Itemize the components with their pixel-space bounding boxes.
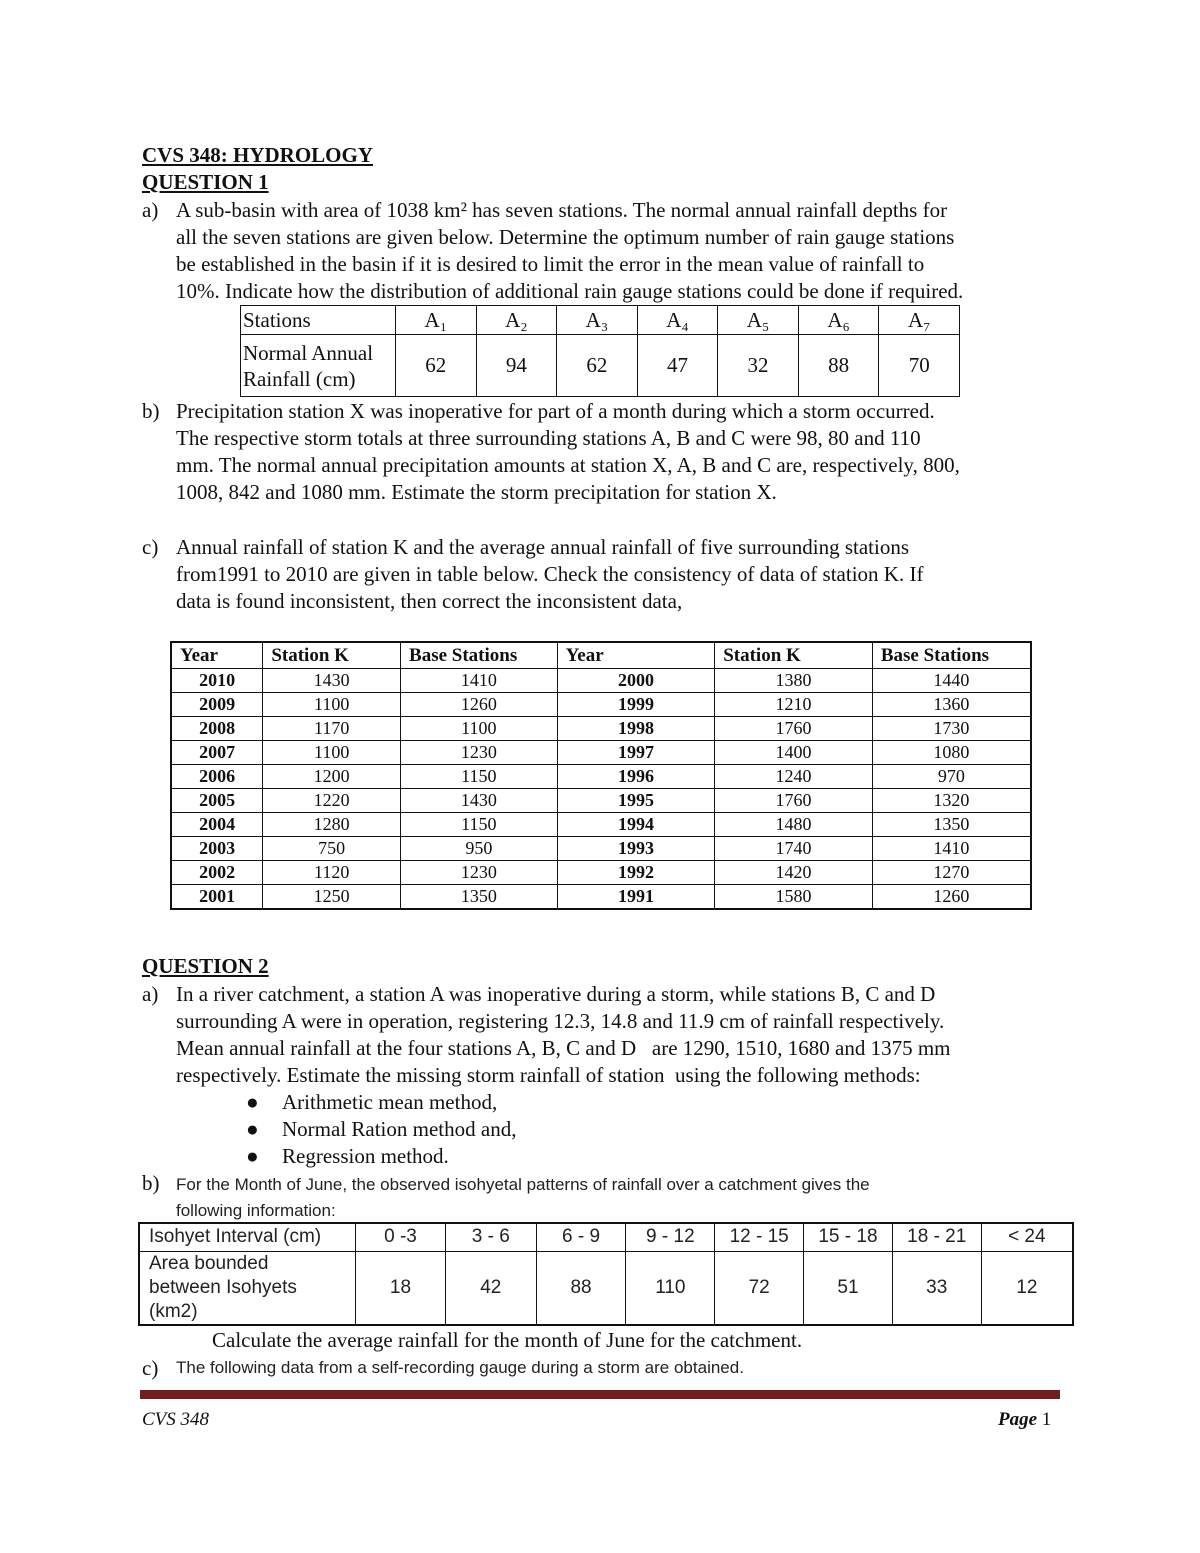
table-cell: 9 - 12 — [626, 1223, 715, 1251]
table-cell: 1410 — [401, 669, 558, 693]
table-cell: 2006 — [171, 765, 263, 789]
column-header: Base Stations — [872, 642, 1031, 669]
q2b-line: following information: — [176, 1201, 336, 1220]
table-cell: A₅ — [718, 306, 799, 335]
table-cell: 1730 — [872, 717, 1031, 741]
table-row — [171, 693, 1031, 717]
table-cell: 110 — [626, 1251, 715, 1325]
table-cell: 0 -3 — [356, 1223, 446, 1251]
q1c-line: data is found inconsistent, then correct the inconsistent data, — [176, 589, 683, 613]
table-cell: 2005 — [171, 789, 263, 813]
table-cell: 2009 — [171, 693, 263, 717]
q1b-line: 1008, 842 and 1080 mm. Estimate the storm precipitation for station X. — [176, 480, 777, 504]
question-2-heading: QUESTION 2 — [142, 954, 269, 978]
table-cell: A₃ — [557, 306, 638, 335]
table-cell: 32 — [718, 335, 799, 397]
table-cell: 2004 — [171, 813, 263, 837]
table-label-line: between Isohyets — [149, 1276, 297, 1298]
table-cell: 1320 — [872, 789, 1031, 813]
bullet-icon: ● — [246, 1144, 259, 1168]
table-cell: A₁ — [396, 306, 477, 335]
column-header: Base Stations — [401, 642, 558, 669]
table-cell: 2002 — [171, 861, 263, 885]
column-header: Station K — [715, 642, 873, 669]
table-cell: 1080 — [872, 741, 1031, 765]
table-cell: 6 - 9 — [536, 1223, 626, 1251]
table-cell: 2003 — [171, 837, 263, 861]
table-cell: 72 — [715, 1251, 804, 1325]
table-cell: 2000 — [557, 669, 715, 693]
table-cell: 12 - 15 — [715, 1223, 804, 1251]
table-cell — [139, 1251, 356, 1325]
list-item — [246, 1116, 516, 1143]
table-cell: 1100 — [263, 693, 401, 717]
q2a-line: In a river catchment, a station A was inoperative during a storm, while stations B, C and D — [176, 982, 936, 1006]
q1a-line: be established in the basin if it is desired to limit the error in the mean value of rainfall to — [176, 252, 925, 276]
list-item-label: Normal Ration method and, — [282, 1117, 517, 1141]
table-cell: 15 - 18 — [804, 1223, 893, 1251]
table-row — [171, 717, 1031, 741]
table-row — [171, 669, 1031, 693]
table-cell: 1350 — [401, 885, 558, 910]
table-cell: 42 — [445, 1251, 536, 1325]
table-row — [171, 765, 1031, 789]
table-cell: 1400 — [715, 741, 873, 765]
table-cell: 970 — [872, 765, 1031, 789]
table-cell: 1420 — [715, 861, 873, 885]
table-cell: 18 - 21 — [892, 1223, 981, 1251]
column-header: Year — [557, 642, 715, 669]
q2a-line: Mean annual rainfall at the four stations A, B, C and D are 1290, 1510, 1680 and 1375 mm — [176, 1036, 951, 1060]
table-row — [171, 789, 1031, 813]
table-cell: 1350 — [872, 813, 1031, 837]
table-cell: 1997 — [557, 741, 715, 765]
consistency-table — [170, 641, 1032, 910]
table-cell: A₂ — [476, 306, 557, 335]
table-cell: 2010 — [171, 669, 263, 693]
table-row — [139, 1251, 1073, 1325]
table-cell: 1760 — [715, 717, 873, 741]
q2b-marker: b) — [142, 1171, 160, 1195]
table-cell: 88 — [798, 335, 879, 397]
q1a-line: A sub-basin with area of 1038 km² has seven stations. The normal annual rainfall depths for — [176, 198, 948, 222]
course-title: CVS 348: HYDROLOGY — [142, 143, 374, 167]
table-cell: 1991 — [557, 885, 715, 910]
table-row — [171, 813, 1031, 837]
q2a-method-list — [246, 1089, 516, 1170]
table-label-line: Area bounded — [149, 1252, 269, 1274]
q2b-instruction: Calculate the average rainfall for the month of June for the catchment. — [212, 1328, 803, 1352]
isohyet-table — [138, 1222, 1074, 1326]
table-cell: < 24 — [981, 1223, 1073, 1251]
table-cell: 51 — [804, 1251, 893, 1325]
table-header-row — [171, 642, 1031, 669]
table-label-line: (km2) — [149, 1300, 198, 1322]
table-cell: 1230 — [401, 861, 558, 885]
table-cell: 18 — [356, 1251, 446, 1325]
table-cell: 1998 — [557, 717, 715, 741]
table-cell: 1210 — [715, 693, 873, 717]
table-cell: 62 — [396, 335, 477, 397]
table-cell: 1250 — [263, 885, 401, 910]
table-cell: 2008 — [171, 717, 263, 741]
table-cell: 62 — [557, 335, 638, 397]
table-cell: 950 — [401, 837, 558, 861]
q1b-line: Precipitation station X was inoperative for part of a month during which a storm occurred. — [176, 399, 935, 423]
q2a-line: respectively. Estimate the missing storm rainfall of station using the following methods: — [176, 1063, 921, 1087]
table-cell: 1200 — [263, 765, 401, 789]
table-cell: 1150 — [401, 813, 558, 837]
table-row — [171, 837, 1031, 861]
consistency-table-body — [171, 669, 1031, 910]
q1c-text — [176, 534, 1058, 615]
footer-course: CVS 348 — [142, 1409, 210, 1430]
column-header: Year — [171, 642, 263, 669]
table-cell: 1260 — [401, 693, 558, 717]
table-cell: A₆ — [798, 306, 879, 335]
table-cell: 1280 — [263, 813, 401, 837]
table-cell: 1580 — [715, 885, 873, 910]
table-cell: 1270 — [872, 861, 1031, 885]
table-cell: 1150 — [401, 765, 558, 789]
table-cell: 1994 — [557, 813, 715, 837]
table-cell: 12 — [981, 1251, 1073, 1325]
q1b-marker: b) — [142, 399, 160, 423]
q1b-line: mm. The normal annual precipitation amounts at station X, A, B and C are, respectively, 800, — [176, 453, 960, 477]
q1c-line: from1991 to 2010 are given in table below. Check the consistency of data of station K. If — [176, 562, 924, 586]
station-rainfall-table — [240, 305, 960, 397]
table-cell: 1240 — [715, 765, 873, 789]
table-row — [171, 861, 1031, 885]
table-cell: 1993 — [557, 837, 715, 861]
table-cell: 33 — [892, 1251, 981, 1325]
table-cell: 2001 — [171, 885, 263, 910]
table-row — [241, 335, 960, 397]
table-cell: 1120 — [263, 861, 401, 885]
table-cell: A₄ — [637, 306, 718, 335]
q1b-line: The respective storm totals at three surrounding stations A, B and C were 98, 80 and 110 — [176, 426, 921, 450]
list-item-label: Regression method. — [282, 1144, 449, 1168]
q2c-text: The following data from a self-recording gauge during a storm are obtained. — [176, 1358, 744, 1377]
list-item — [246, 1089, 516, 1116]
table-cell: Stations — [241, 306, 396, 335]
table-cell: 1260 — [872, 885, 1031, 910]
table-cell: 1999 — [557, 693, 715, 717]
table-label-line: Normal Annual — [243, 340, 374, 365]
table-cell: 1380 — [715, 669, 873, 693]
q1b-text — [176, 398, 1058, 506]
table-cell: 1480 — [715, 813, 873, 837]
table-cell — [241, 335, 396, 397]
q1a-line: 10%. Indicate how the distribution of additional rain gauge stations could be done if required. — [176, 279, 964, 303]
table-row — [171, 741, 1031, 765]
table-cell: 47 — [637, 335, 718, 397]
table-cell: 1100 — [263, 741, 401, 765]
q1a-marker: a) — [142, 198, 159, 222]
table-cell: 750 — [263, 837, 401, 861]
q1a-text — [176, 197, 1058, 305]
q2b-text — [176, 1172, 1058, 1224]
q2a-text — [176, 981, 1058, 1089]
table-cell: A₇ — [879, 306, 960, 335]
table-cell: 1360 — [872, 693, 1031, 717]
column-header: Station K — [263, 642, 401, 669]
q1a-line: all the seven stations are given below. Determine the optimum number of rain gauge stations — [176, 225, 955, 249]
table-cell: 1410 — [872, 837, 1031, 861]
table-cell: 88 — [536, 1251, 626, 1325]
list-item — [246, 1143, 516, 1170]
q1c-marker: c) — [142, 535, 159, 559]
table-cell: 1430 — [401, 789, 558, 813]
footer-page-word: Page — [998, 1409, 1038, 1430]
table-cell: 1230 — [401, 741, 558, 765]
table-row — [139, 1223, 1073, 1251]
table-row — [241, 306, 960, 335]
table-cell: 1995 — [557, 789, 715, 813]
table-cell: 1220 — [263, 789, 401, 813]
table-cell: 1992 — [557, 861, 715, 885]
table-cell: 1760 — [715, 789, 873, 813]
q1c-line: Annual rainfall of station K and the average annual rainfall of five surrounding stations — [176, 535, 910, 559]
question-1-heading: QUESTION 1 — [142, 170, 269, 194]
q2b-line: For the Month of June, the observed isohyetal patterns of rainfall over a catchment gives the — [176, 1175, 870, 1194]
table-cell: 1440 — [872, 669, 1031, 693]
q2c-marker: c) — [142, 1356, 159, 1380]
table-cell: 94 — [476, 335, 557, 397]
table-cell: 70 — [879, 335, 960, 397]
table-cell: 3 - 6 — [445, 1223, 536, 1251]
bullet-icon: ● — [246, 1117, 259, 1141]
table-row — [171, 885, 1031, 910]
table-cell: 1996 — [557, 765, 715, 789]
page-number: 1 — [1041, 1409, 1052, 1430]
q2a-marker: a) — [142, 982, 159, 1006]
table-cell: 1100 — [401, 717, 558, 741]
table-cell: 2007 — [171, 741, 263, 765]
bullet-icon: ● — [246, 1090, 259, 1114]
table-cell: 1430 — [263, 669, 401, 693]
table-cell: 1740 — [715, 837, 873, 861]
footer-page — [998, 1409, 1051, 1431]
list-item-label: Arithmetic mean method, — [282, 1090, 498, 1114]
table-cell: Isohyet Interval (cm) — [139, 1223, 356, 1251]
footer-divider — [140, 1390, 1060, 1399]
table-cell: 1170 — [263, 717, 401, 741]
q2a-line: surrounding A were in operation, registering 12.3, 14.8 and 11.9 cm of rainfall respectively. — [176, 1009, 945, 1033]
table-label-line: Rainfall (cm) — [243, 366, 356, 391]
